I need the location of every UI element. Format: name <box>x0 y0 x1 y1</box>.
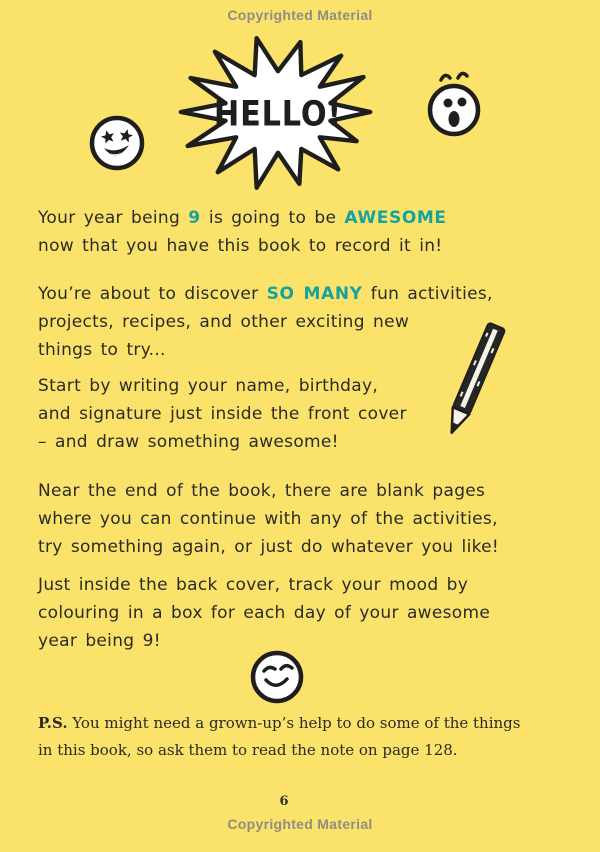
accent-text: SO MANY <box>266 284 363 304</box>
copyright-notice-bottom: Copyrighted Material <box>227 816 373 832</box>
pencil-icon <box>440 316 520 444</box>
copyright-notice-top: Copyrighted Material <box>227 7 373 23</box>
text-segment: where you can continue with any of the activities, <box>38 509 498 529</box>
text-segment: now that you have this book to record it in! <box>38 236 443 256</box>
hello-label: HELLO! <box>213 94 343 135</box>
text-segment: Just inside the back cover, track your mood by <box>38 575 469 595</box>
text-segment: try something again, or just do whatever you like! <box>38 537 500 557</box>
surprised-smiley-icon <box>424 66 486 138</box>
text-segment: projects, recipes, and other exciting new <box>38 312 410 332</box>
text-segment: Start by writing your name, birthday, <box>38 376 379 396</box>
hello-burst <box>176 33 380 191</box>
text-segment: You’re about to discover <box>38 284 267 304</box>
text-segment: You might need a grown-up’s help to do some of the things <box>67 714 521 732</box>
text-segment: things to try... <box>38 340 166 360</box>
bold-text: P.S. <box>38 714 68 732</box>
text-segment: Your year being <box>38 208 189 228</box>
mood-tracker-paragraph <box>38 571 578 655</box>
page-number: 6 <box>279 794 289 809</box>
text-segment: colouring in a box for each day of your awesome <box>38 603 491 623</box>
smiling-face-icon <box>248 648 306 706</box>
text-segment: in this book, so ask them to read the note on page 128. <box>38 741 458 759</box>
ps-note <box>38 710 568 764</box>
text-segment: fun activities, <box>362 284 493 304</box>
text-segment: Near the end of the book, there are blank pages <box>38 481 486 501</box>
text-segment: – and draw something awesome! <box>38 432 339 452</box>
accent-text: 9 <box>188 208 201 228</box>
text-segment: is going to be <box>200 208 345 228</box>
accent-text: AWESOME <box>344 208 447 228</box>
text-segment: year being 9! <box>38 631 161 651</box>
text-segment: and signature just inside the front cover <box>38 404 407 424</box>
intro-paragraph <box>38 204 578 260</box>
star-eyes-smiley-icon <box>88 112 148 174</box>
blank-pages-paragraph <box>38 477 578 561</box>
